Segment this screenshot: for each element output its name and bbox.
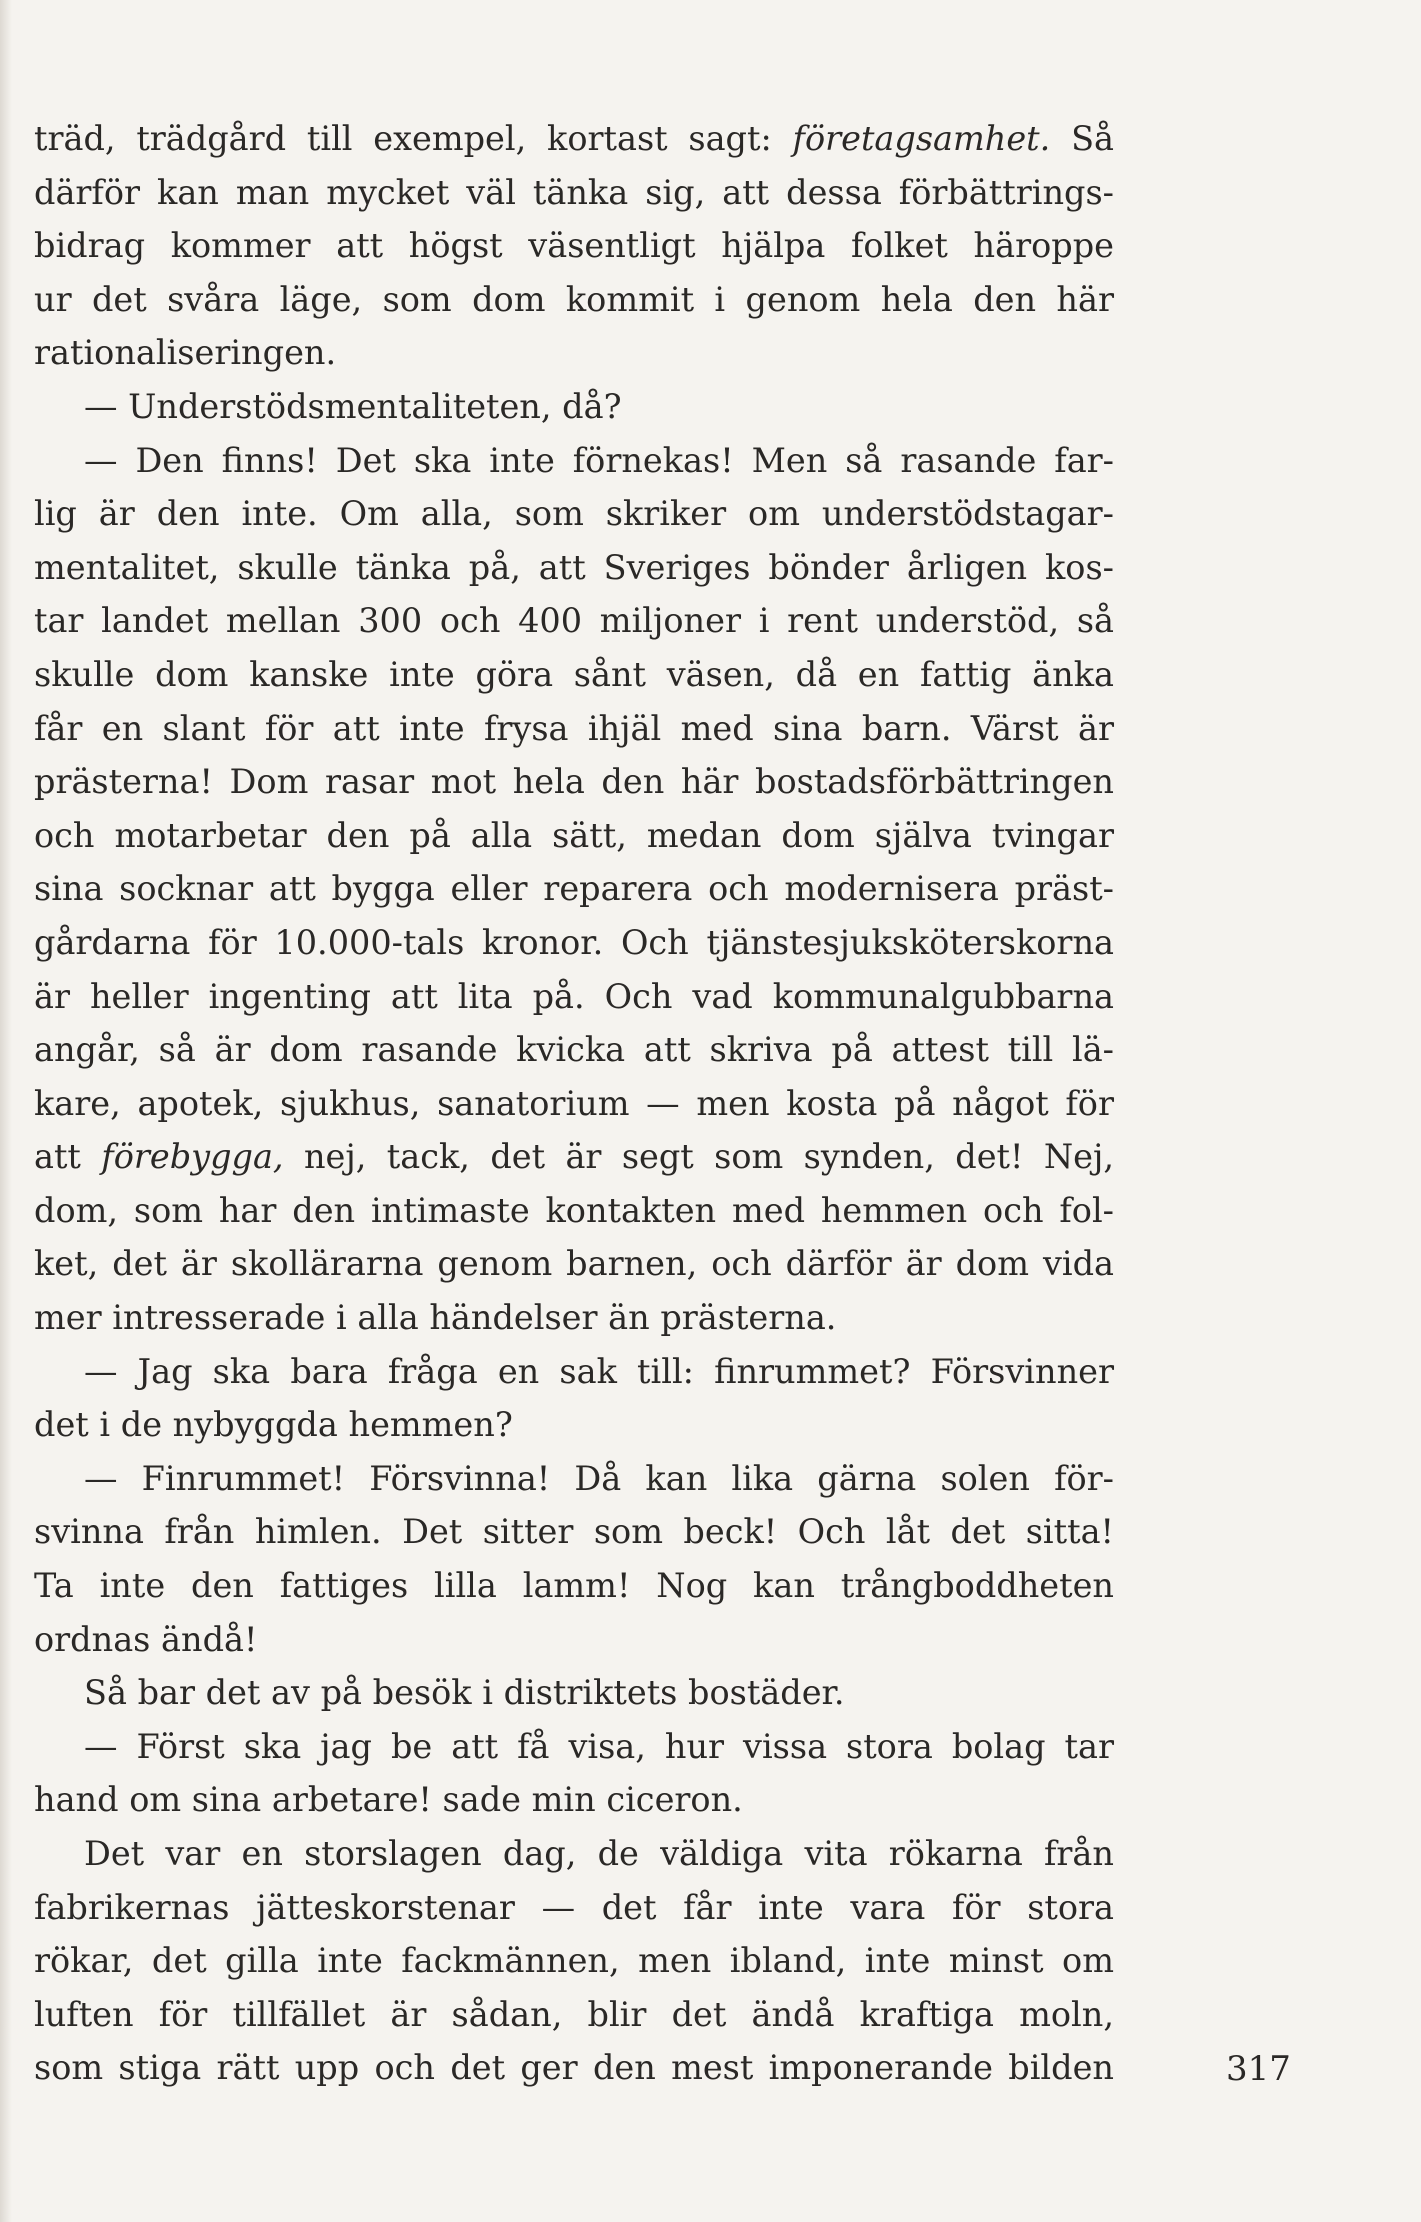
text-line-22: ket, det är skollärarna genom barnen, och därför är dom vida (34, 1244, 1114, 1284)
body-text (34, 112, 1114, 2095)
text-line-10: tar landet mellan 300 och 400 miljoner i rent understöd, så (34, 601, 1114, 641)
text-line-14: och motarbetar den på alla sätt, medan dom själva tvingar (34, 815, 1114, 855)
text-line-11: skulle dom kanske inte göra sånt väsen, då en fattig änka (34, 654, 1114, 694)
text-line-7: — Den finns! Det ska inte förnekas! Men så rasande far- (84, 440, 1114, 480)
page-binding-edge (0, 0, 12, 2222)
text-line-6: — Understödsmentaliteten, då? (84, 386, 622, 426)
text-line-20: att förebygga, nej, tack, det är segt som synden, det! Nej, (34, 1137, 1115, 1177)
text-line-3: bidrag kommer att högst väsentligt hjälpa folket häroppe (34, 226, 1114, 266)
text-line-19: kare, apotek, sjukhus, sanatorium — men kosta på något för (34, 1083, 1114, 1123)
text-line-27: svinna från himlen. Det sitter som beck! Och låt det sitta! (34, 1512, 1114, 1552)
text-line-37: som stiga rätt upp och det ger den mest imponerande bilden (34, 2048, 1114, 2088)
text-line-2: därför kan man mycket väl tänka sig, att dessa förbättrings- (34, 172, 1114, 212)
text-line-4: ur det svåra läge, som dom kommit i genom hela den här (34, 279, 1114, 319)
text-line-34: fabrikernas jätteskorstenar — det får inte vara för stora (34, 1887, 1114, 1927)
page-number: 317 (1226, 2049, 1291, 2089)
text-line-33: Det var en storslagen dag, de väldiga vita rökarna från (84, 1834, 1114, 1873)
text-line-5: rationaliseringen. (34, 333, 337, 373)
text-line-35: rökar, det gilla inte fackmännen, men ibland, inte minst om (34, 1941, 1114, 1981)
text-line-32: hand om sina arbetare! sade min ciceron. (34, 1780, 743, 1820)
text-line-29: ordnas ändå! (34, 1619, 258, 1659)
text-line-18: angår, så är dom rasande kvicka att skriva på attest till lä- (34, 1030, 1114, 1070)
text-line-31: — Först ska jag be att få visa, hur vissa stora bolag tar (84, 1726, 1114, 1766)
text-line-1: träd, trädgård till exempel, kortast sagt: företagsamhet. Så (34, 119, 1114, 158)
text-line-23: mer intresserade i alla händelser än prästerna. (34, 1298, 837, 1338)
text-line-15: sina socknar att bygga eller reparera och modernisera präst- (34, 869, 1114, 909)
text-line-21: dom, som har den intimaste kontakten med hemmen och fol- (34, 1190, 1114, 1230)
text-line-36: luften för tillfället är sådan, blir det ändå kraftiga moln, (34, 1994, 1114, 2034)
text-line-8: lig är den inte. Om alla, som skriker om understödstagar- (34, 494, 1114, 534)
text-line-26: — Finrummet! Försvinna! Då kan lika gärna solen för- (84, 1458, 1114, 1498)
text-line-17: är heller ingenting att lita på. Och vad kommunalgubbarna (34, 976, 1114, 1016)
text-line-16: gårdarna för 10.000-tals kronor. Och tjänstesjuksköterskorna (34, 922, 1114, 962)
text-line-25: det i de nybyggda hemmen? (34, 1405, 513, 1445)
text-line-9: mentalitet, skulle tänka på, att Sveriges bönder årligen kos- (34, 547, 1114, 587)
text-line-24: — Jag ska bara fråga en sak till: finrummet? Försvinner (84, 1351, 1114, 1391)
text-line-30: Så bar det av på besök i distriktets bostäder. (84, 1673, 845, 1713)
text-line-12: får en slant för att inte frysa ihjäl med sina barn. Värst är (34, 708, 1114, 748)
text-line-28: Ta inte den fattiges lilla lamm! Nog kan trångboddheten (34, 1566, 1114, 1606)
text-line-13: prästerna! Dom rasar mot hela den här bostadsförbättringen (34, 762, 1114, 802)
